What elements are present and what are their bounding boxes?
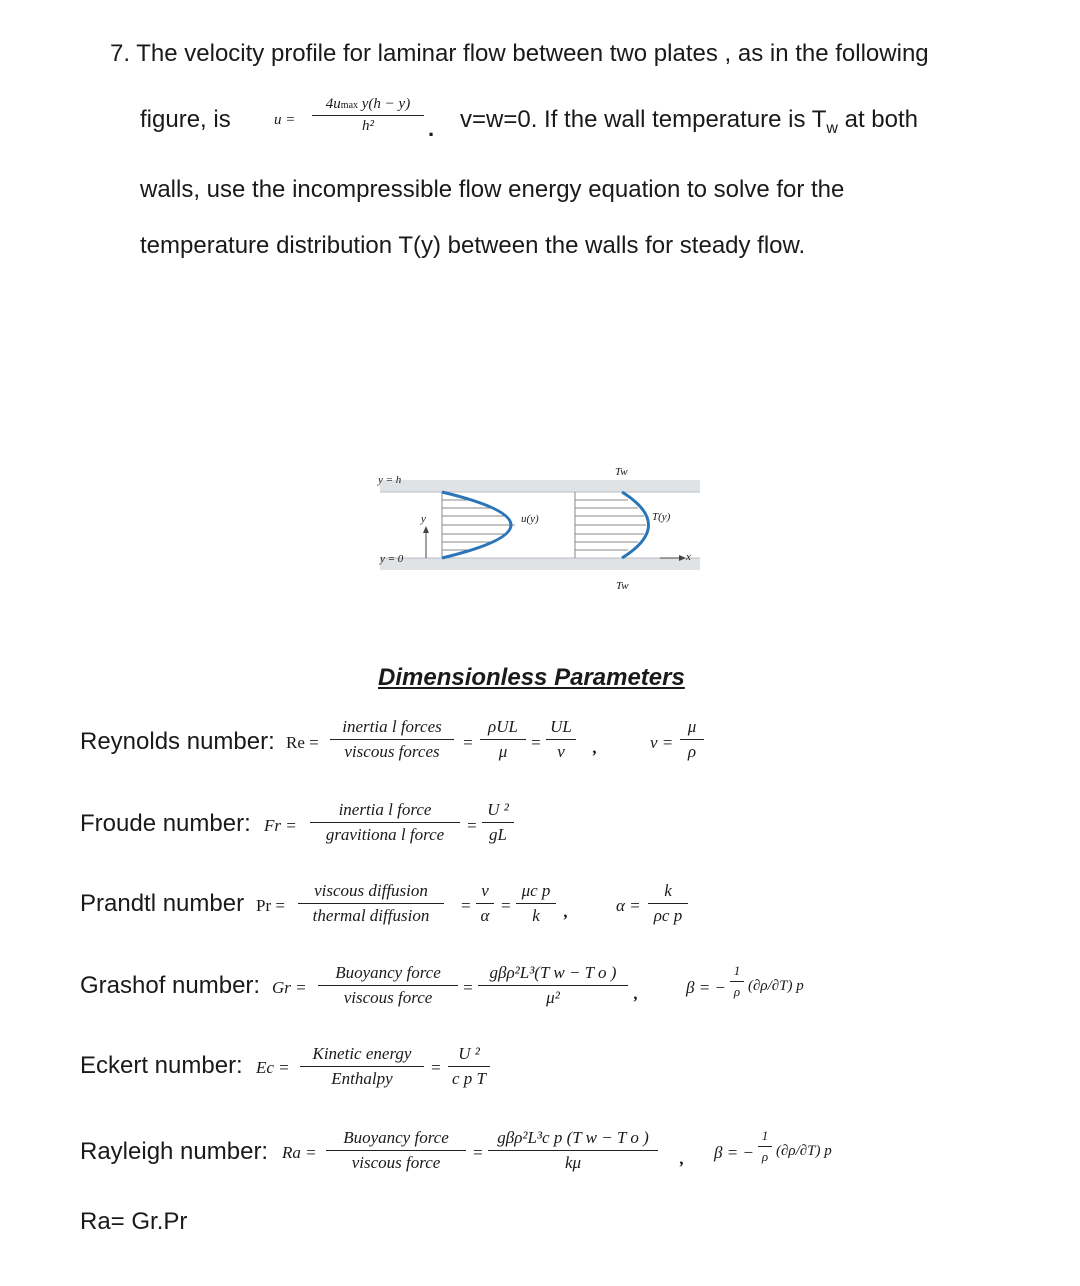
froude-frac-2: U ² gL: [482, 800, 514, 845]
eq-sign: =: [430, 1058, 442, 1077]
reynolds-label: Reynolds number:: [80, 728, 275, 755]
rayleigh-beta-derivative: (∂ρ/∂T) p: [776, 1143, 832, 1159]
problem-figure-is: figure, is: [140, 106, 231, 133]
label-x-axis: x: [686, 551, 691, 563]
label-y-h: y = h: [378, 474, 402, 486]
eq-sign: =: [460, 896, 472, 915]
eq-sign: =: [500, 896, 512, 915]
eckert-frac-1: Kinetic energy Enthalpy: [300, 1044, 424, 1089]
prandtl-frac-2: ν α: [476, 881, 494, 926]
reynolds-frac-2: ρUL μ: [480, 717, 526, 762]
label-tw-top: Tw: [615, 466, 628, 478]
problem-line-4: temperature distribution T(y) between the walls for steady flow.: [140, 232, 806, 259]
eq-sign: =: [462, 733, 474, 752]
u-equals: u =: [274, 112, 296, 128]
rayleigh-frac-1: Buoyancy force viscous force: [326, 1128, 466, 1173]
problem-line-1: 7. The velocity profile for laminar flow between two plates , as in the following: [110, 40, 929, 67]
eckert-label: Eckert number:: [80, 1052, 243, 1079]
u-num-sub: max: [340, 100, 359, 111]
prandtl-frac-1: viscous diffusion thermal diffusion: [298, 881, 444, 926]
label-tw-bottom: Tw: [616, 580, 629, 592]
vw-text: [460, 106, 918, 138]
prandtl-label: Prandtl number: [80, 890, 245, 917]
comma: ,: [593, 738, 598, 757]
period: .: [428, 116, 435, 141]
grashof-label: Grashof number:: [80, 972, 261, 999]
alpha-symbol: α =: [616, 896, 641, 915]
u-num-4u: 4u: [325, 96, 341, 112]
rayleigh-beta-frac: 1 ρ: [758, 1128, 772, 1165]
vw-sub: w: [826, 119, 838, 137]
reynolds-frac-3: UL ν: [546, 717, 576, 762]
label-y-0: y = 0: [380, 553, 404, 565]
nu-frac: μ ρ: [680, 717, 704, 762]
ra-relation: Ra= Gr.Pr: [80, 1208, 188, 1235]
nu-symbol: ν =: [650, 733, 674, 752]
comma: ,: [634, 984, 639, 1003]
rayleigh-beta-symbol: β = −: [714, 1143, 754, 1162]
bottom-plate: [380, 558, 700, 570]
rayleigh-symbol: Ra =: [282, 1143, 317, 1162]
prandtl-symbol: Pr =: [256, 896, 285, 915]
alpha-frac: k ρc p: [648, 881, 688, 926]
eq-sign: =: [472, 1143, 484, 1162]
beta-symbol: β = −: [686, 978, 726, 997]
eq-sign: =: [466, 816, 478, 835]
rayleigh-label: Rayleigh number:: [80, 1138, 269, 1165]
label-y-axis: y: [421, 513, 426, 525]
reynolds-symbol: Re =: [286, 733, 319, 752]
reynolds-frac-1: inertia l forces viscous forces: [330, 717, 454, 762]
rayleigh-frac-2: gβρ²L³c p (T w − T o ) kμ: [488, 1128, 658, 1173]
label-u-y: u(y): [521, 513, 539, 525]
comma: ,: [680, 1149, 685, 1168]
froude-label: Froude number:: [80, 810, 251, 837]
vw-at-both: at both: [837, 106, 919, 133]
beta-derivative: (∂ρ/∂T) p: [748, 978, 804, 994]
comma: ,: [564, 902, 569, 921]
froude-symbol: Fr =: [264, 816, 297, 835]
eckert-frac-2: U ² c p T: [448, 1044, 490, 1089]
eq-sign: =: [462, 978, 474, 997]
section-title: Dimensionless Parameters: [378, 664, 685, 691]
label-t-y: T(y): [652, 511, 671, 523]
froude-frac-1: inertia l force gravitiona l force: [310, 800, 460, 845]
beta-frac: 1 ρ: [730, 963, 744, 1000]
grashof-symbol: Gr =: [272, 978, 307, 997]
prandtl-frac-3: μc p k: [516, 881, 556, 926]
problem-line-3: walls, use the incompressible flow energy equation to solve for the: [140, 176, 845, 203]
u-fraction: [306, 96, 430, 135]
u-den: h²: [362, 118, 374, 134]
u-num-y: y(h − y): [361, 96, 411, 112]
eckert-symbol: Ec =: [256, 1058, 290, 1077]
top-plate: [380, 480, 700, 492]
grashof-frac-1: Buoyancy force viscous force: [318, 963, 458, 1008]
vw-main: v=w=0. If the wall temperature is T: [460, 106, 827, 133]
eq-sign: =: [530, 733, 542, 752]
grashof-frac-2: gβρ²L³(T w − T o ) μ²: [478, 963, 628, 1008]
